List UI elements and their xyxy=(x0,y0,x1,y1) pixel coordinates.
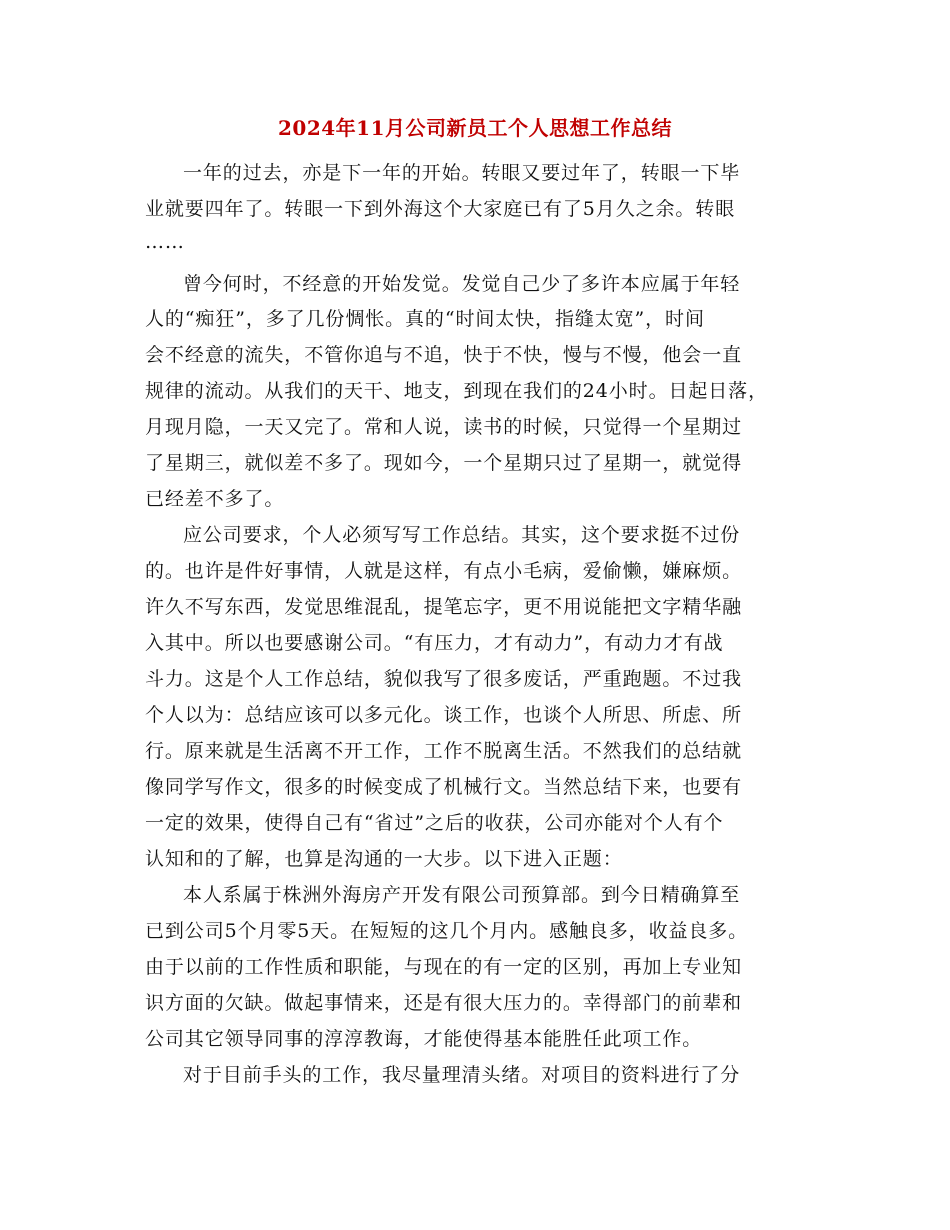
text-line: 曾今何时，不经意的开始发觉。发觉自己少了多许本应属于年轻 xyxy=(183,273,741,295)
text-line: 已经差不多了。 xyxy=(145,488,285,510)
text-line: 月现月隐，一天又完了。常和人说，读书的时候，只觉得一个星期过 xyxy=(145,416,743,438)
text-line: 规律的流动。从我们的天干、地支，到现在我们的24小时。日起日落， xyxy=(145,380,768,402)
text-line: 公司其它领导同事的淳淳教诲，才能使得基本能胜任此项工作。 xyxy=(145,1028,703,1050)
text-line: 行。原来就是生活离不开工作，工作不脱离生活。不然我们的总结就 xyxy=(145,740,743,762)
text-line: 入其中。所以也要感谢公司。“有压力，才有动力”，有动力才有战 xyxy=(145,632,724,654)
text-line: 对于目前手头的工作，我尽量理清头绪。对项目的资料进行了分 xyxy=(183,1064,741,1086)
text-line: 斗力。这是个人工作总结，貌似我写了很多废话，严重跑题。不过我 xyxy=(145,668,743,690)
text-line: 了星期三，就似差不多了。现如今，一个星期只过了星期一，就觉得 xyxy=(145,452,743,474)
text-line: 人的“痴狂”，多了几份惆怅。真的“时间太快，指缝太宽”，时间 xyxy=(145,308,705,330)
text-line: 认知和的了解，也算是沟通的一大步。以下进入正题： xyxy=(145,848,623,870)
text-line: 已到公司5个月零5天。在短短的这几个月内。感触良多，收益良多。 xyxy=(145,920,749,942)
text-line: 识方面的欠缺。做起事情来，还是有很大压力的。幸得部门的前辈和 xyxy=(145,992,743,1014)
document-title: 2024年11月公司新员工个人思想工作总结 xyxy=(278,116,672,140)
text-line: 应公司要求，个人必须写写工作总结。其实，这个要求挺不过份 xyxy=(183,524,741,546)
text-line: 由于以前的工作性质和职能，与现在的有一定的区别，再加上专业知 xyxy=(145,956,743,978)
text-line: 的。也许是件好事情，人就是这样，有点小毛病，爱偷懒，嫌麻烦。 xyxy=(145,560,743,582)
text-line: 业就要四年了。转眼一下到外海这个大家庭已有了5月久之余。转眼 xyxy=(145,198,736,220)
text-line: 像同学写作文，很多的时候变成了机械行文。当然总结下来，也要有 xyxy=(145,776,743,798)
text-line: 一年的过去，亦是下一年的开始。转眼又要过年了，转眼一下毕 xyxy=(183,162,741,184)
text-line: 个人以为：总结应该可以多元化。谈工作，也谈个人所思、所虑、所 xyxy=(145,704,743,726)
text-line: 一定的效果，使得自己有“省过”之后的收获，公司亦能对个人有个 xyxy=(145,812,724,834)
text-line: 会不经意的流失，不管你追与不追，快于不快，慢与不慢，他会一直 xyxy=(145,344,743,366)
text-line: 本人系属于株洲外海房产开发有限公司预算部。到今日精确算至 xyxy=(183,884,741,906)
text-line: 许久不写东西，发觉思维混乱，提笔忘字，更不用说能把文字精华融 xyxy=(145,596,743,618)
text-line: …… xyxy=(145,231,185,253)
